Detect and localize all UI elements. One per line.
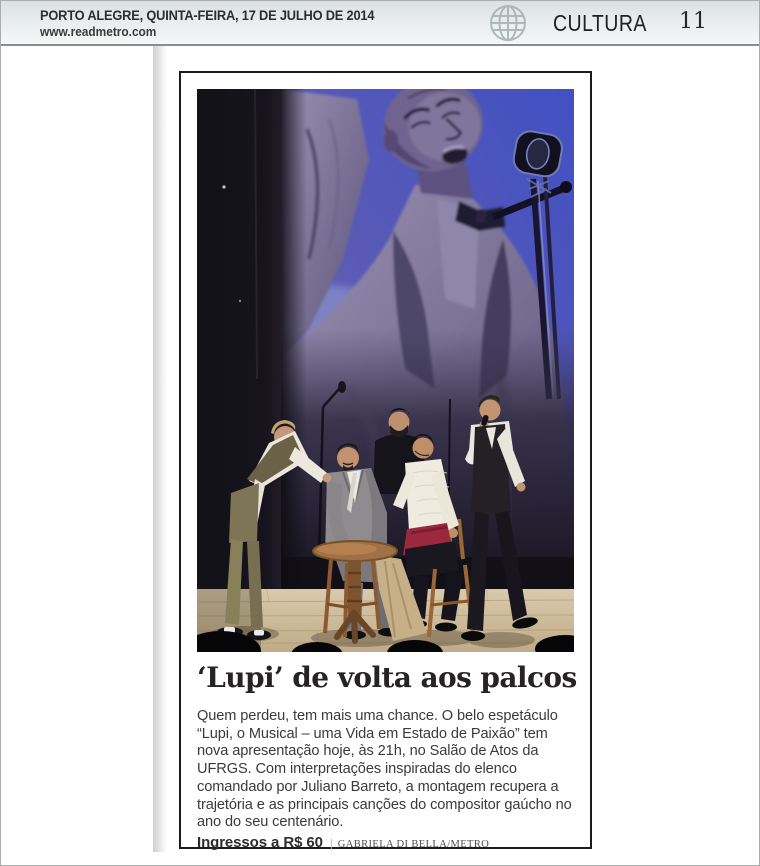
site-url: www.readmetro.com bbox=[40, 25, 157, 39]
credit-separator: | bbox=[329, 837, 333, 850]
article-text-block bbox=[197, 708, 578, 852]
article-card bbox=[179, 71, 592, 849]
date-line: PORTO ALEGRE, QUINTA-FEIRA, 17 DE JULHO DE 2014 bbox=[40, 8, 375, 23]
ticket-price: Ingressos a R$ 60 bbox=[197, 833, 323, 851]
globe-icon bbox=[489, 4, 527, 42]
photo-credit: GABRIELA DI BELLA/METRO bbox=[337, 838, 490, 850]
article-photo bbox=[197, 89, 574, 652]
price-credit-line bbox=[197, 834, 578, 852]
article-body: Quem perdeu, tem mais uma chance. O belo espetáculo “Lupi, o Musical – uma Vida em Estado de Paixão” tem nova apresentação hoje, às 21h, no Salão de Atos da UFRGS. Com interpretações inspiradas do elenco comandado por Juliano Barreto, a montagem recupera a trajetória e as principais canções do compositor gaúcho no ano do seu centenário. bbox=[197, 708, 572, 831]
article-headline: ‘Lupi’ de volta aos palcos bbox=[197, 661, 577, 694]
page-number: 11 bbox=[679, 9, 707, 34]
page-fold-shadow bbox=[153, 46, 167, 852]
page-header bbox=[1, 1, 759, 46]
section-title: CULTURA bbox=[553, 10, 647, 36]
